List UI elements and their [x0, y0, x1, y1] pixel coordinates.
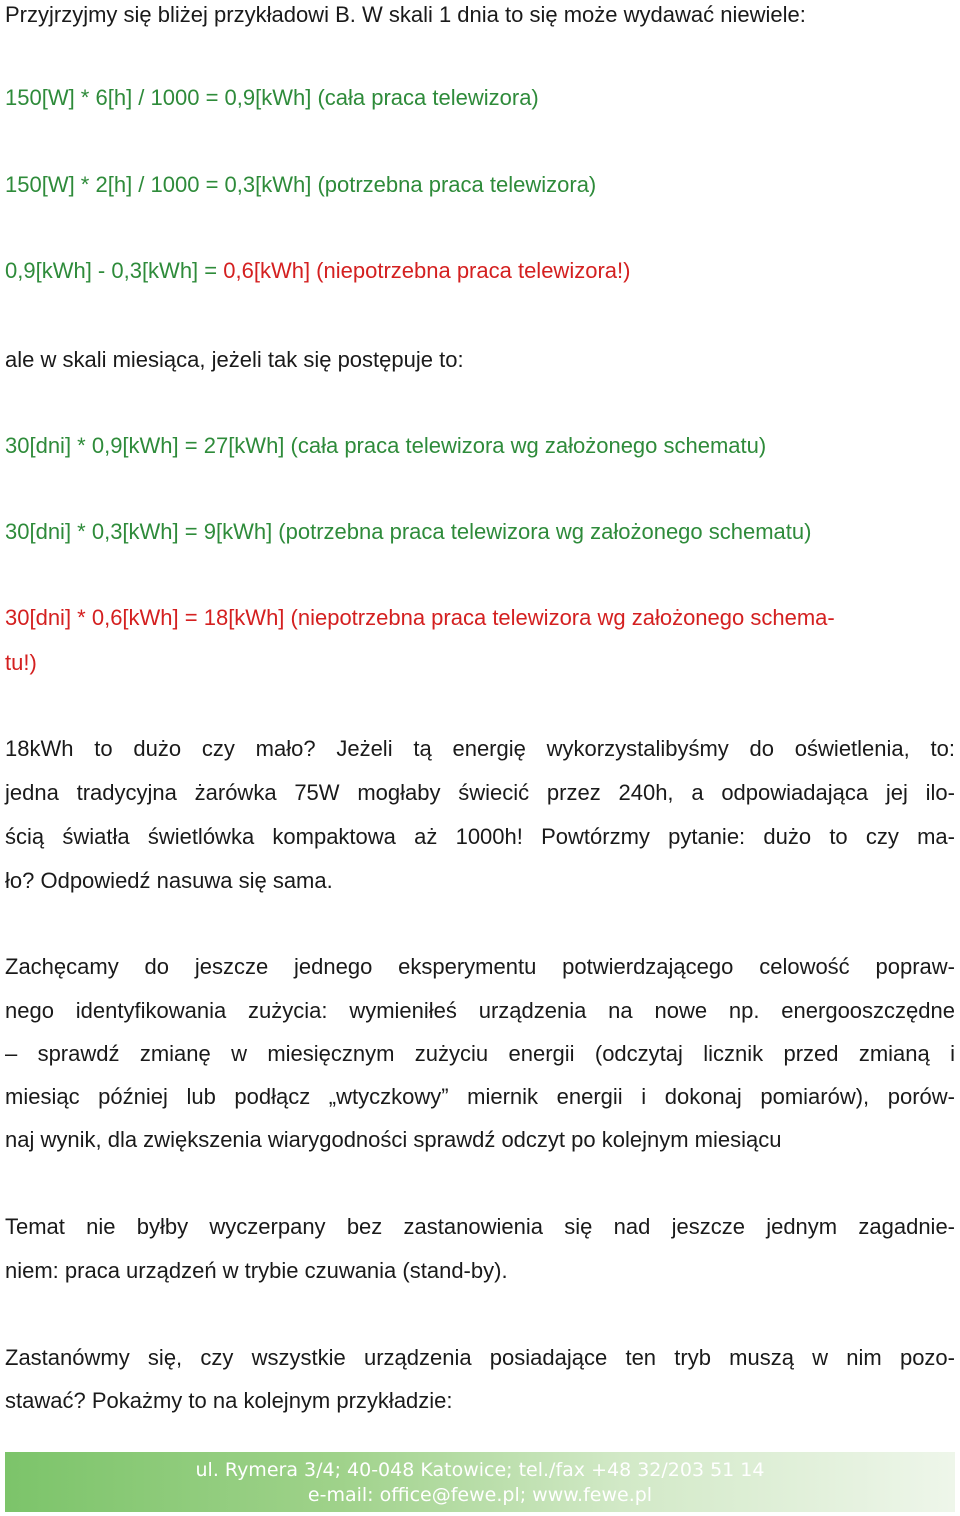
text-line: [5, 952, 955, 982]
calc-line: [5, 431, 766, 461]
calc-line: [5, 603, 835, 633]
text-line: [5, 778, 955, 808]
text-line: [5, 866, 333, 896]
text-line: [5, 1039, 955, 1069]
text-segment: 30[dni] * 0,3[kWh] = 9[kWh] (potrzebna praca telewizora wg założonego schematu): [5, 519, 812, 544]
text-line: [5, 345, 464, 375]
text-line: [5, 1343, 955, 1373]
text-line: [5, 1212, 955, 1242]
text-line: [5, 1386, 453, 1416]
text-segment: ło? Odpowiedź nasuwa się sama.: [5, 868, 333, 893]
text-segment: 150[W] * 6[h] / 1000 = 0,9[kWh] (cała praca telewizora): [5, 85, 539, 110]
footer-contact: e-mail: office@fewe.pl; www.fewe.pl: [307, 1484, 653, 1506]
calc-line: [5, 83, 539, 113]
text-segment: 0,6[kWh] (niepotrzebna praca telewizora!): [223, 258, 631, 283]
text-segment: Temat nie byłby wyczerpany bez zastanowienia się nad jeszcze jednym zagadnie-: [5, 1214, 955, 1239]
text-segment: stawać? Pokażmy to na kolejnym przykładzie:: [5, 1388, 453, 1413]
text-segment: Przyjrzyjmy się bliżej przykładowi B. W skali 1 dnia to się może wydawać niewiele:: [5, 2, 806, 27]
text-segment: – sprawdź zmianę w miesięcznym zużyciu energii (odczytaj licznik przed zmianą i: [5, 1041, 955, 1066]
calc-line: [5, 517, 811, 547]
text-segment: ale w skali miesiąca, jeżeli tak się postępuje to:: [5, 347, 464, 372]
calc-line: [5, 170, 596, 200]
text-segment: naj wynik, dla zwiększenia wiarygodności sprawdź odczyt po kolejnym miesiącu: [5, 1127, 782, 1152]
text-segment: Zachęcamy do jeszcze jednego eksperymentu potwierdzającego celowość popraw-: [5, 954, 955, 979]
text-line: [5, 996, 955, 1026]
calc-line: [5, 648, 37, 678]
text-line: [5, 1125, 781, 1155]
text-line: [5, 1082, 955, 1112]
calc-line: [5, 256, 630, 286]
text-line: [5, 1256, 508, 1286]
text-segment: Zastanówmy się, czy wszystkie urządzenia posiadające ten tryb muszą w nim pozo-: [5, 1345, 955, 1370]
text-segment: 18kWh to dużo czy mało? Jeżeli tą energię wykorzystalibyśmy do oświetlenia, to:: [5, 736, 955, 761]
text-line: [5, 0, 806, 30]
text-segment: 150[W] * 2[h] / 1000 = 0,3[kWh] (potrzebna praca telewizora): [5, 172, 597, 197]
text-segment: ścią światła świetlówka kompaktowa aż 1000h! Powtórzmy pytanie: dużo to czy ma-: [5, 824, 955, 849]
text-segment: miesiąc później lub podłącz „wtyczkowy” miernik energii i dokonaj pomiarów), porów-: [5, 1084, 955, 1109]
text-line: [5, 734, 955, 764]
text-segment: 0,9[kWh] - 0,3[kWh] =: [5, 258, 224, 283]
text-segment: nego identyfikowania zużycia: wymieniłeś urządzenia na nowe np. energooszczędne: [5, 998, 955, 1023]
text-line: [5, 822, 955, 852]
text-segment: tu!): [5, 650, 37, 675]
text-segment: 30[dni] * 0,9[kWh] = 27[kWh] (cała praca telewizora wg założonego schematu): [5, 433, 767, 458]
footer-banner: [5, 1452, 955, 1512]
text-segment: niem: praca urządzeń w trybie czuwania (stand-by).: [5, 1258, 508, 1283]
footer-address: ul. Rymera 3/4; 40-048 Katowice; tel./fax +48 32/203 51 14: [195, 1459, 765, 1481]
text-segment: jedna tradycyjna żarówka 75W mogłaby świecić przez 240h, a odpowiadająca jej ilo-: [5, 780, 955, 805]
text-segment: 30[dni] * 0,6[kWh] = 18[kWh] (niepotrzebna praca telewizora wg założonego schema-: [5, 605, 835, 630]
